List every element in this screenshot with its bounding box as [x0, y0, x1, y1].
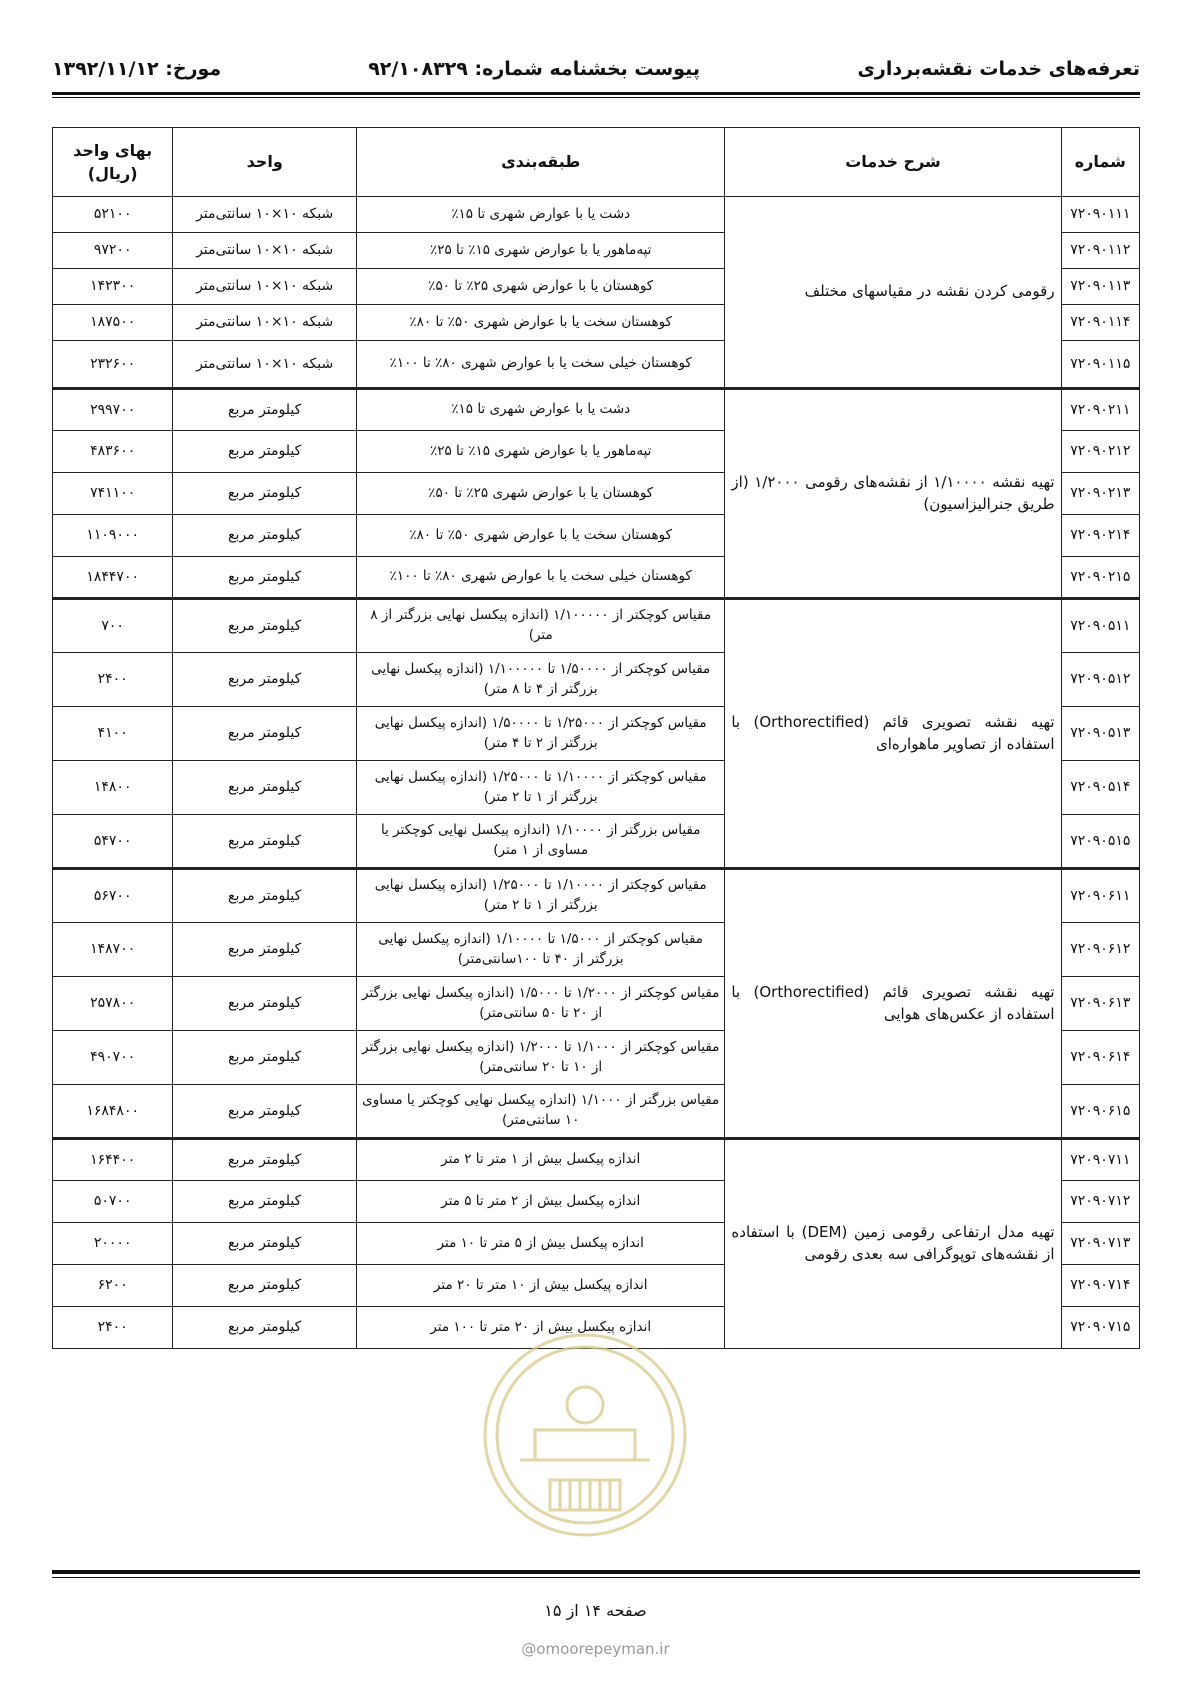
service-code: ۷۲۰۹۰۲۱۲: [1061, 431, 1139, 473]
unit-price: ۱۴۸۷۰۰: [53, 923, 173, 977]
service-code: ۷۲۰۹۰۱۱۱: [1061, 197, 1139, 233]
classification: مقیاس کوچکتر از ۱/۱۰۰۰ تا ۱/۲۰۰۰ (اندازه پیکسل نهایی بزرگتر از ۱۰ تا ۲۰ سانتی‌متر): [357, 1031, 725, 1085]
unit: کیلومتر مربع: [173, 923, 357, 977]
col-header-price: بهای واحد (ریال): [53, 128, 173, 197]
service-code: ۷۲۰۹۰۷۱۵: [1061, 1307, 1139, 1349]
unit: کیلومتر مربع: [173, 815, 357, 869]
document-date: مورخ: ۱۳۹۲/۱۱/۱۲: [52, 58, 222, 80]
service-code: ۷۲۰۹۰۱۱۲: [1061, 233, 1139, 269]
unit: کیلومتر مربع: [173, 977, 357, 1031]
unit-price: ۹۷۲۰۰: [53, 233, 173, 269]
unit-price: ۷۰۰: [53, 599, 173, 653]
classification: دشت یا با عوارض شهری تا ۱۵٪: [357, 389, 725, 431]
classification: کوهستان خیلی سخت یا با عوارض شهری ۸۰٪ تا ۱۰۰٪: [357, 341, 725, 389]
unit-price: ۱۴۲۳۰۰: [53, 269, 173, 305]
header-rule-thin: [52, 97, 1140, 98]
classification: کوهستان سخت یا با عوارض شهری ۵۰٪ تا ۸۰٪: [357, 305, 725, 341]
unit: کیلومتر مربع: [173, 1265, 357, 1307]
unit-price: ۴۱۰۰: [53, 707, 173, 761]
service-code: ۷۲۰۹۰۷۱۳: [1061, 1223, 1139, 1265]
unit-price: ۱۶۸۴۸۰۰: [53, 1085, 173, 1139]
unit: کیلومتر مربع: [173, 431, 357, 473]
unit-price: ۴۹۰۷۰۰: [53, 1031, 173, 1085]
unit: کیلومتر مربع: [173, 1139, 357, 1181]
unit: کیلومتر مربع: [173, 473, 357, 515]
classification: مقیاس کوچکتر از ۱/۲۰۰۰ تا ۱/۵۰۰۰ (اندازه پیکسل نهایی بزرگتر از ۲۰ تا ۵۰ سانتی‌متر): [357, 977, 725, 1031]
col-header-description: شرح خدمات: [725, 128, 1061, 197]
service-code: ۷۲۰۹۰۵۱۲: [1061, 653, 1139, 707]
unit-price: ۵۰۷۰۰: [53, 1181, 173, 1223]
service-code: ۷۲۰۹۰۲۱۱: [1061, 389, 1139, 431]
unit-price: ۵۶۷۰۰: [53, 869, 173, 923]
classification: مقیاس بزرگتر از ۱/۱۰۰۰ (اندازه پیکسل نهایی کوچکتر یا مساوی ۱۰ سانتی‌متر): [357, 1085, 725, 1139]
unit: کیلومتر مربع: [173, 599, 357, 653]
service-code: ۷۲۰۹۰۲۱۳: [1061, 473, 1139, 515]
table-header-row: [53, 128, 1140, 197]
service-description: رقومی کردن نقشه در مقیاسهای مختلف: [725, 197, 1061, 389]
unit-price: ۱۸۷۵۰۰: [53, 305, 173, 341]
attachment-number: پیوست بخشنامه شماره: ۹۲/۱۰۸۳۲۹: [368, 58, 700, 80]
unit-price: ۴۸۳۶۰۰: [53, 431, 173, 473]
unit: کیلومتر مربع: [173, 707, 357, 761]
service-code: ۷۲۰۹۰۷۱۴: [1061, 1265, 1139, 1307]
unit: شبکه ۱۰×۱۰ سانتی‌متر: [173, 233, 357, 269]
table-row: [53, 1139, 1140, 1181]
unit: کیلومتر مربع: [173, 1085, 357, 1139]
service-code: ۷۲۰۹۰۵۱۱: [1061, 599, 1139, 653]
unit-price: ۵۴۷۰۰: [53, 815, 173, 869]
service-code: ۷۲۰۹۰۷۱۲: [1061, 1181, 1139, 1223]
service-code: ۷۲۰۹۰۶۱۳: [1061, 977, 1139, 1031]
unit: کیلومتر مربع: [173, 1223, 357, 1265]
service-description: تهیه نقشه تصویری قائم (Orthorectified) با استفاده از تصاویر ماهواره‌ای: [725, 599, 1061, 869]
service-code: ۷۲۰۹۰۱۱۵: [1061, 341, 1139, 389]
col-header-code: شماره: [1061, 128, 1139, 197]
classification: اندازه پیکسل بیش از ۲۰ متر تا ۱۰۰ متر: [357, 1307, 725, 1349]
unit-price: ۱۶۴۴۰۰: [53, 1139, 173, 1181]
unit-price: ۲۴۰۰: [53, 653, 173, 707]
classification: مقیاس کوچکتر از ۱/۵۰۰۰۰ تا ۱/۱۰۰۰۰۰ (اندازه پیکسل نهایی بزرگتر از ۴ تا ۸ متر): [357, 653, 725, 707]
unit-price: ۲۳۲۶۰۰: [53, 341, 173, 389]
unit-price: ۲۰۰۰۰: [53, 1223, 173, 1265]
classification: مقیاس کوچکتر از ۱/۱۰۰۰۰۰ (اندازه پیکسل نهایی بزرگتر از ۸ متر): [357, 599, 725, 653]
seal-stamp-icon: [480, 1330, 690, 1540]
classification: اندازه پیکسل بیش از ۲ متر تا ۵ متر: [357, 1181, 725, 1223]
service-code: ۷۲۰۹۰۶۱۱: [1061, 869, 1139, 923]
unit-price: ۲۵۷۸۰۰: [53, 977, 173, 1031]
document-title: تعرفه‌های خدمات نقشه‌برداری: [857, 58, 1140, 80]
footer-rule-thick: [52, 1570, 1140, 1574]
header-rule-thick: [52, 92, 1140, 95]
col-header-unit: واحد: [173, 128, 357, 197]
table-row: [53, 197, 1140, 233]
classification: تپه‌ماهور یا با عوارض شهری ۱۵٪ تا ۲۵٪: [357, 233, 725, 269]
unit: کیلومتر مربع: [173, 869, 357, 923]
col-header-classification: طبقه‌بندی: [357, 128, 725, 197]
classification: اندازه پیکسل بیش از ۱۰ متر تا ۲۰ متر: [357, 1265, 725, 1307]
unit-price: ۲۴۰۰: [53, 1307, 173, 1349]
unit-price: ۲۹۹۷۰۰: [53, 389, 173, 431]
footer-rule-thin: [52, 1577, 1140, 1578]
unit-price: ۱۴۸۰۰: [53, 761, 173, 815]
page-header: [52, 58, 1140, 88]
unit: کیلومتر مربع: [173, 1031, 357, 1085]
classification: مقیاس کوچکتر از ۱/۲۵۰۰۰ تا ۱/۵۰۰۰۰ (اندازه پیکسل نهایی بزرگتر از ۲ تا ۴ متر): [357, 707, 725, 761]
table-row: [53, 869, 1140, 923]
service-code: ۷۲۰۹۰۱۱۴: [1061, 305, 1139, 341]
service-code: ۷۲۰۹۰۲۱۵: [1061, 557, 1139, 599]
classification: مقیاس بزرگتر از ۱/۱۰۰۰۰ (اندازه پیکسل نهایی کوچکتر یا مساوی از ۱ متر): [357, 815, 725, 869]
unit: کیلومتر مربع: [173, 1307, 357, 1349]
unit: شبکه ۱۰×۱۰ سانتی‌متر: [173, 197, 357, 233]
table-row: [53, 389, 1140, 431]
unit: کیلومتر مربع: [173, 1181, 357, 1223]
service-description: تهیه نقشه ۱/۱۰۰۰۰ از نقشه‌های رقومی ۱/۲۰۰۰ (از طریق جنرالیزاسیون): [725, 389, 1061, 599]
classification: مقیاس کوچکتر از ۱/۱۰۰۰۰ تا ۱/۲۵۰۰۰ (اندازه پیکسل نهایی بزرگتر از ۱ تا ۲ متر): [357, 761, 725, 815]
unit: شبکه ۱۰×۱۰ سانتی‌متر: [173, 305, 357, 341]
unit: کیلومتر مربع: [173, 761, 357, 815]
unit-price: ۵۲۱۰۰: [53, 197, 173, 233]
unit-price: ۶۲۰۰: [53, 1265, 173, 1307]
classification: کوهستان سخت یا با عوارض شهری ۵۰٪ تا ۸۰٪: [357, 515, 725, 557]
service-description: تهیه مدل ارتفاعی رقومی زمین (DEM) با استفاده از نقشه‌های توپوگرافی سه بعدی رقومی: [725, 1139, 1061, 1349]
classification: کوهستان خیلی سخت یا با عوارض شهری ۸۰٪ تا ۱۰۰٪: [357, 557, 725, 599]
unit: کیلومتر مربع: [173, 389, 357, 431]
classification: مقیاس کوچکتر از ۱/۵۰۰۰ تا ۱/۱۰۰۰۰ (اندازه پیکسل نهایی بزرگتر از ۴۰ تا ۱۰۰سانتی‌متر): [357, 923, 725, 977]
unit-price: ۱۱۰۹۰۰۰: [53, 515, 173, 557]
service-code: ۷۲۰۹۰۱۱۳: [1061, 269, 1139, 305]
classification: کوهستان یا با عوارض شهری ۲۵٪ تا ۵۰٪: [357, 269, 725, 305]
classification: دشت یا با عوارض شهری تا ۱۵٪: [357, 197, 725, 233]
classification: اندازه پیکسل بیش از ۵ متر تا ۱۰ متر: [357, 1223, 725, 1265]
table-body: [53, 197, 1140, 1349]
unit: کیلومتر مربع: [173, 653, 357, 707]
service-code: ۷۲۰۹۰۵۱۳: [1061, 707, 1139, 761]
table-row: [53, 599, 1140, 653]
unit: کیلومتر مربع: [173, 515, 357, 557]
service-code: ۷۲۰۹۰۵۱۵: [1061, 815, 1139, 869]
classification: تپه‌ماهور یا با عوارض شهری ۱۵٪ تا ۲۵٪: [357, 431, 725, 473]
classification: اندازه پیکسل بیش از ۱ متر تا ۲ متر: [357, 1139, 725, 1181]
service-code: ۷۲۰۹۰۶۱۵: [1061, 1085, 1139, 1139]
classification: کوهستان یا با عوارض شهری ۲۵٪ تا ۵۰٪: [357, 473, 725, 515]
service-code: ۷۲۰۹۰۷۱۱: [1061, 1139, 1139, 1181]
service-code: ۷۲۰۹۰۲۱۴: [1061, 515, 1139, 557]
unit: شبکه ۱۰×۱۰ سانتی‌متر: [173, 269, 357, 305]
service-code: ۷۲۰۹۰۵۱۴: [1061, 761, 1139, 815]
service-code: ۷۲۰۹۰۶۱۲: [1061, 923, 1139, 977]
page-number: صفحه ۱۴ از ۱۵: [544, 1601, 647, 1620]
unit-price: ۱۸۴۴۷۰۰: [53, 557, 173, 599]
unit: شبکه ۱۰×۱۰ سانتی‌متر: [173, 341, 357, 389]
tariff-table: [52, 127, 1140, 1349]
classification: مقیاس کوچکتر از ۱/۱۰۰۰۰ تا ۱/۲۵۰۰۰ (اندازه پیکسل نهایی بزرگتر از ۱ تا ۲ متر): [357, 869, 725, 923]
unit-price: ۷۴۱۱۰۰: [53, 473, 173, 515]
unit: کیلومتر مربع: [173, 557, 357, 599]
service-description: تهیه نقشه تصویری قائم (Orthorectified) با استفاده از عکس‌های هوایی: [725, 869, 1061, 1139]
service-code: ۷۲۰۹۰۶۱۴: [1061, 1031, 1139, 1085]
watermark-url: @omoorepeyman.ir: [521, 1640, 670, 1658]
